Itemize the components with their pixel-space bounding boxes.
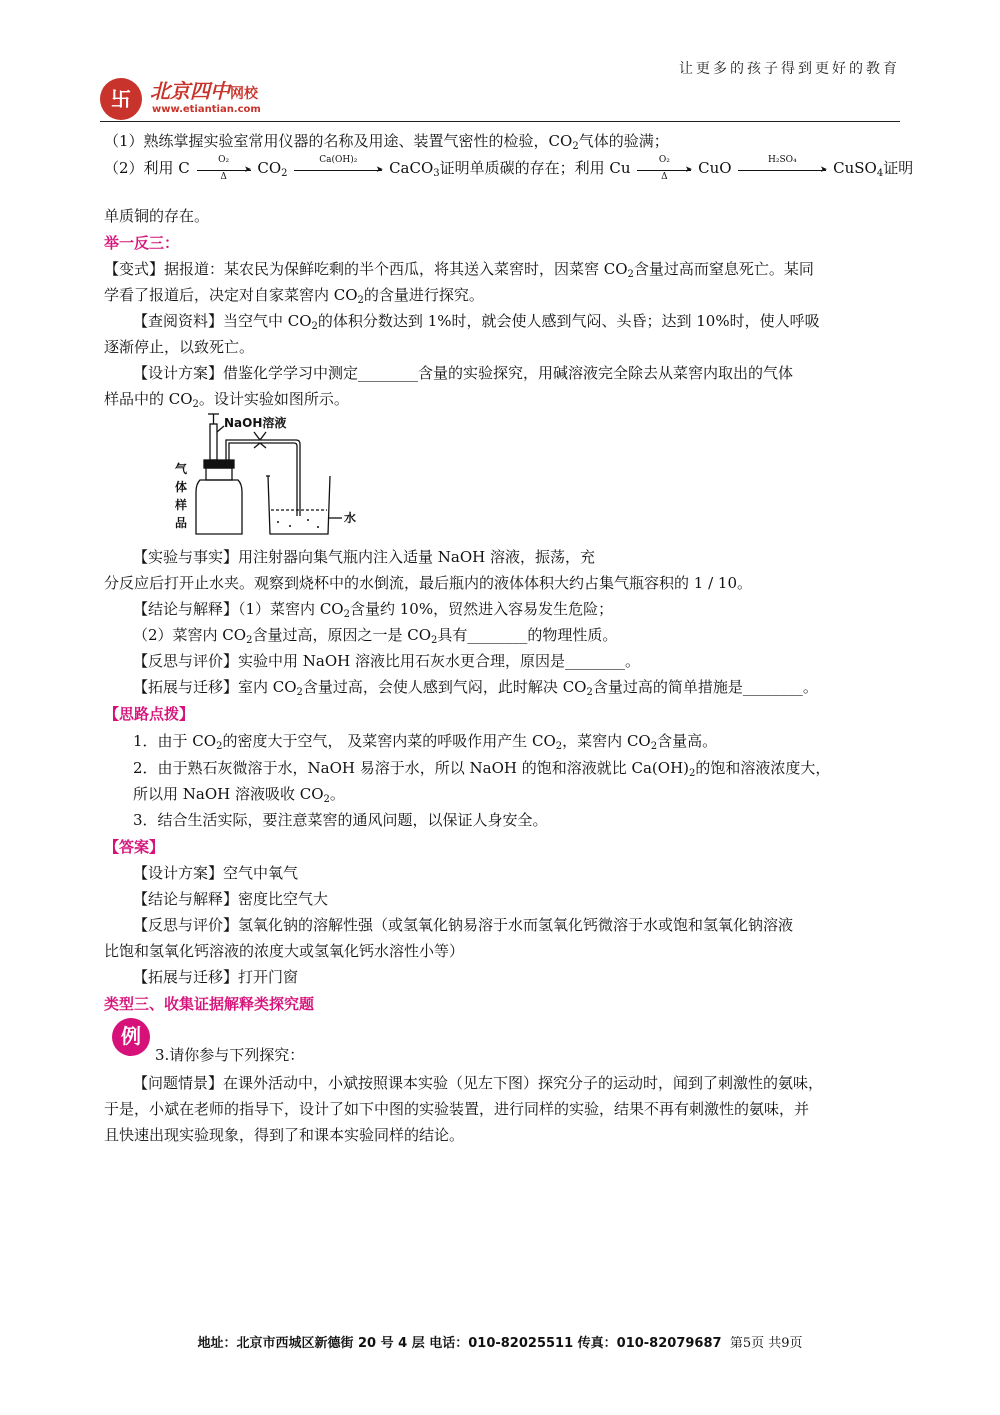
variant-line-1 <box>104 259 814 279</box>
text: 的密度大于空气， 及菜窖内菜的呼吸作用产生 CO <box>222 732 556 750</box>
answer-line-1: 【设计方案】空气中氧气 <box>133 864 299 882</box>
subscript: 2 <box>311 321 318 332</box>
section-title-answer: 【答案】 <box>104 838 165 856</box>
question-title: 3.请你参与下列探究： <box>155 1046 305 1064</box>
arrow-condition: H₂SO₄ <box>768 155 797 165</box>
reaction-arrow-3 <box>637 155 693 182</box>
arrow-condition: Δ <box>220 172 227 182</box>
text: 的体积分数达到 1%时，就会使人感到气闷、头昏；达到 10%时，使人呼吸 <box>317 312 820 330</box>
subscript: 3 <box>433 168 440 179</box>
subscript: 2 <box>357 295 364 306</box>
question-line-3: 且快速出现实验现象，得到了和课本实验同样的结论。 <box>104 1126 465 1144</box>
text: 学看了报道后，决定对自家菜窖内 CO <box>104 286 358 304</box>
conclusion-line-2 <box>133 625 617 645</box>
logo-school-name <box>150 80 258 105</box>
subscript: 2 <box>296 687 303 698</box>
text: 。设计实验如图所示。 <box>198 390 349 408</box>
arrow-shaft <box>294 170 382 171</box>
research-line-1 <box>133 311 820 331</box>
footer-address: 地址：北京市西城区新德街 20 号 4 层 电话：010-82025511 传真：010-82079687 <box>197 1336 722 1351</box>
section-title-silu: 【思路点拨】 <box>104 705 195 723</box>
text: 的饱和溶液浓度大， <box>695 759 831 777</box>
text: CO <box>257 159 282 177</box>
label-gas-sample-2: 体 <box>175 480 188 494</box>
text: 1．由于 CO <box>133 732 217 750</box>
answer-line-4: 比饱和氢氧化钙溶液的浓度大或氢氧化钙水溶性小等） <box>104 942 465 960</box>
subscript: 2 <box>216 741 223 752</box>
reaction-arrow-4 <box>738 155 828 178</box>
text: 含量过高，会使人感到气闷，此时解决 CO <box>302 678 587 696</box>
logo-badge-icon <box>100 78 142 120</box>
text: 含量约 10%，贸然进入容易发生危险； <box>349 600 614 618</box>
header-slogan: 让更多的孩子得到更好的教育 <box>679 61 900 77</box>
label-naoh-solution: NaOH溶液 <box>224 416 287 430</box>
subscript: 2 <box>246 635 253 646</box>
arrow-shaft <box>637 170 691 171</box>
hint-line-2 <box>133 758 830 778</box>
section-title-type3: 类型三、收集证据解释类探究题 <box>104 995 315 1013</box>
text: 【拓展与迁移】室内 CO <box>133 678 297 696</box>
variant-line-2 <box>104 285 484 305</box>
text: CuSO <box>833 159 877 177</box>
section-title-juyi: 举一反三： <box>104 234 180 252</box>
text: 气体的验满； <box>578 132 669 150</box>
text: 【结论与解释】（1）菜窖内 CO <box>133 600 344 618</box>
subscript: 2 <box>689 768 696 779</box>
arrow-condition: O₂ <box>218 155 230 165</box>
hint-line-3 <box>133 784 345 804</box>
logo-url: www.etiantian.com <box>152 104 261 115</box>
text: 具有________的物理性质。 <box>437 626 618 644</box>
subscript: 2 <box>627 269 634 280</box>
arrow-shaft <box>738 170 826 171</box>
hint-line-4: 3．结合生活实际，要注意菜窖的通风问题，以保证人身安全。 <box>133 811 548 829</box>
answer-line-2: 【结论与解释】密度比空气大 <box>133 890 329 908</box>
text: （2）利用 C <box>104 159 190 177</box>
question-line-1: 【问题情景】在课外活动中，小斌按照课本实验（见左下图）探究分子的运动时，闻到了刺激性的氨味， <box>133 1074 824 1092</box>
hint-line-1 <box>133 731 717 751</box>
experiment-line-2: 分反应后打开止水夹。观察到烧杯中的水倒流，最后瓶内的液体体积大约占集气瓶容积的 1 / 10。 <box>104 574 752 592</box>
text: ，菜窖内 CO <box>562 732 651 750</box>
arrow-condition: Ca(OH)₂ <box>319 155 358 165</box>
arrow-head-icon: ➤ <box>819 165 828 175</box>
design-line-1: 【设计方案】借鉴化学学习中测定________含量的实验探究，用碱溶液完全除去从菜窖内取出的气体 <box>133 364 794 382</box>
text: 样品中的 CO <box>104 390 193 408</box>
example-badge: 例 <box>112 1018 150 1056</box>
label-water: 水 <box>344 511 357 525</box>
logo-badge-glyph: 卐 <box>111 87 131 111</box>
arrow-head-icon: ➤ <box>375 165 384 175</box>
arrow-condition: O₂ <box>658 155 670 165</box>
subscript: 2 <box>555 741 563 752</box>
arrow-head-icon: ➤ <box>684 165 693 175</box>
experiment-line-1: 【实验与事实】用注射器向集气瓶内注入适量 NaOH 溶液，振荡，充 <box>133 548 595 566</box>
header-divider <box>100 121 900 122</box>
answer-line-5: 【拓展与迁移】打开门窗 <box>133 968 299 986</box>
arrow-shaft <box>197 170 251 171</box>
text: 含量过高而窒息死亡。某同 <box>633 260 814 278</box>
research-line-2: 逐渐停止，以致死亡。 <box>104 338 255 356</box>
subscript: 2 <box>431 635 438 646</box>
intro-point-2 <box>104 155 914 182</box>
subscript: 2 <box>586 687 593 698</box>
text: （1）熟练掌握实验室常用仪器的名称及用途、装置气密性的检验，CO <box>104 132 573 150</box>
extension-line <box>133 677 818 697</box>
subscript: 4 <box>876 168 884 179</box>
conclusion-line-1 <box>133 599 613 619</box>
page-footer <box>0 1336 1000 1352</box>
reflection-line: 【反思与评价】实验中用 NaOH 溶液比用石灰水更合理，原因是________。 <box>133 652 640 670</box>
arrow-condition: Δ <box>661 172 668 182</box>
reaction-arrow-1 <box>197 155 252 182</box>
text: 证明单质碳的存在；利用 Cu <box>439 159 631 177</box>
text: 证明 <box>883 159 914 177</box>
intro-point-2-cont: 单质铜的存在。 <box>104 207 210 225</box>
logo-cn-text: 北京四中 <box>150 79 230 103</box>
text: 的含量进行探究。 <box>363 286 484 304</box>
subscript: 2 <box>192 399 199 410</box>
reaction-arrow-2 <box>294 155 384 178</box>
apparatus-figure <box>170 410 370 540</box>
text: 。 <box>329 785 345 803</box>
footer-page-number: 第5页 共9页 <box>729 1336 803 1351</box>
text: 含量高。 <box>657 732 718 750</box>
text: 【变式】据报道：某农民为保鲜吃剩的半个西瓜，将其送入菜窖时，因菜窖 CO <box>104 260 628 278</box>
label-gas-sample-1: 气 <box>175 462 188 476</box>
text: 所以用 NaOH 溶液吸收 CO <box>133 785 324 803</box>
page-header <box>0 0 1000 130</box>
text: 含量过高，原因之一是 CO <box>252 626 432 644</box>
text: （2）菜窖内 CO <box>133 626 247 644</box>
subscript: 2 <box>572 141 579 152</box>
subscript: 2 <box>281 168 288 179</box>
subscript: 2 <box>650 741 658 752</box>
label-gas-sample-4: 品 <box>175 516 188 530</box>
question-line-2: 于是，小斌在老师的指导下，设计了如下中图的实验装置，进行同样的实验，结果不再有刺激性的氨味，并 <box>104 1100 810 1118</box>
text: 含量过高的简单措施是________。 <box>592 678 818 696</box>
subscript: 2 <box>343 609 350 620</box>
arrow-head-icon: ➤ <box>244 165 252 175</box>
subscript: 2 <box>323 794 330 805</box>
logo-net-text: 网校 <box>230 86 258 102</box>
intro-point-1 <box>104 131 669 151</box>
label-gas-sample-3: 样 <box>175 498 188 512</box>
answer-line-3: 【反思与评价】氢氧化钠的溶解性强（或氢氧化钠易溶于水而氢氧化钙微溶于水或饱和氢氧化钠溶液 <box>133 916 794 934</box>
text: CaCO <box>389 159 434 177</box>
text: 【查阅资料】当空气中 CO <box>133 312 312 330</box>
text: 2．由于熟石灰微溶于水，NaOH 易溶于水，所以 NaOH 的饱和溶液就比 Ca(OH) <box>133 759 690 777</box>
text: CuO <box>698 159 732 177</box>
design-line-2 <box>104 389 349 409</box>
